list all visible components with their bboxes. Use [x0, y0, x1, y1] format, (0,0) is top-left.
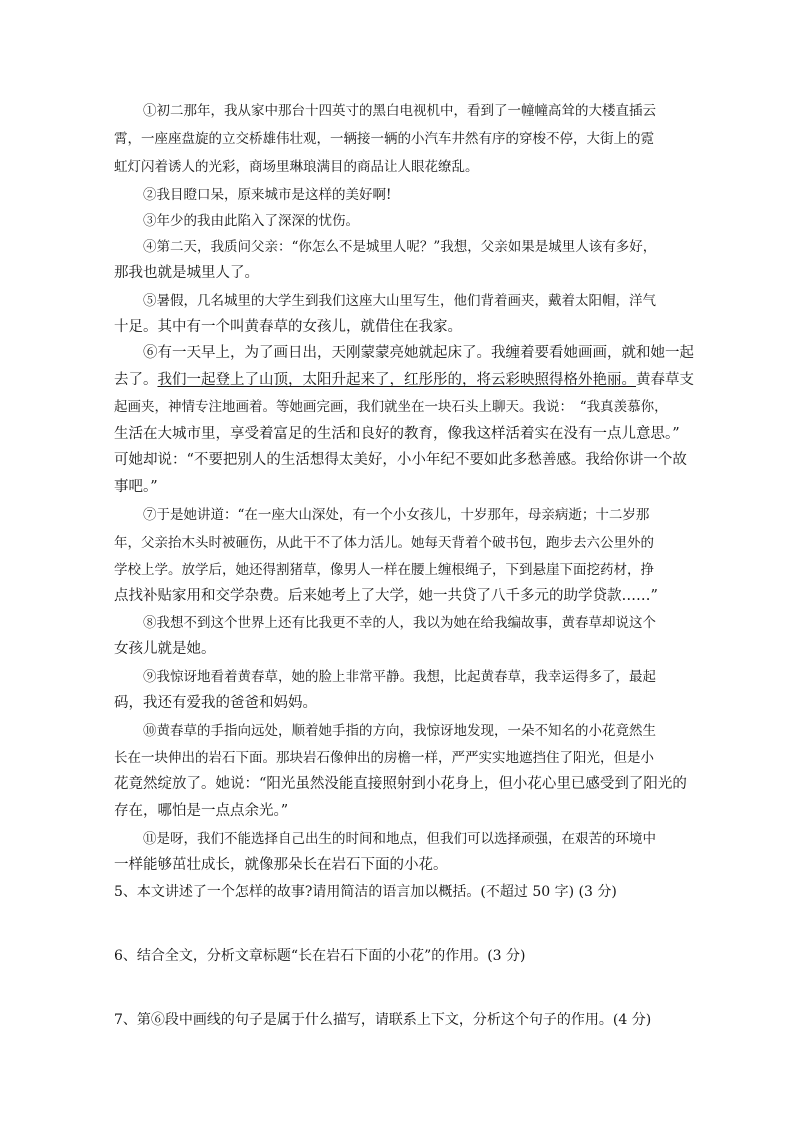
passage-line: 长在一块伸出的岩石下面。那块岩石像伸出的房檐一样，严严实实地遮挡住了阳光，但是小: [114, 750, 654, 766]
passage-line: ⑨我惊讶地看着黄春草，她的脸上非常平静。我想，比起黄春草，我幸运得多了，最起: [143, 669, 656, 685]
passage-line: ⑪是呀，我们不能选择自己出生的时间和地点，但我们可以选择顽强，在艰苦的环境中: [143, 831, 656, 847]
passage-line: 生活在大城市里，享受着富足的生活和良好的教育，像我这样活着实在没有一点儿意思。”: [114, 426, 680, 442]
underlined-sentence: 我们一起登上了山顶，太阳升起来了，红彤彤的，将云彩映照得格外艳丽。: [157, 372, 636, 388]
question-5: 5、本文讲述了一个怎样的故事?请用简洁的语言加以概括。(不超过 50 字) (3 分): [114, 884, 617, 900]
passage-line: ⑥有一天早上，为了画日出，天刚蒙蒙亮她就起床了。我缠着要看她画画，就和她一起: [143, 345, 694, 361]
passage-line: ⑧我想不到这个世界上还有比我更不幸的人，我以为她在给我编故事，黄春草却说这个: [143, 615, 656, 631]
passage-line: 年，父亲抬木头时被砸伤，从此干不了体力活儿。她每天背着个破书包，跑步去六公里外的: [114, 535, 654, 551]
question-7: 7、第⑥段中画线的句子是属于什么描写，请联系上下文，分析这个句子的作用。(4 分): [114, 1012, 652, 1028]
question-6: 6、结合全文，分析文章标题“长在岩石下面的小花”的作用。(3 分): [114, 948, 526, 964]
passage-line: 花竟然绽放了。她说：“阳光虽然没能直接照射到小花身上，但小花心里已感受到了阳光的: [114, 776, 687, 792]
passage-line: 那我也就是城里人了。: [114, 265, 259, 281]
passage-line: 霄，一座座盘旋的立交桥雄伟壮观，一辆接一辆的小汽车井然有序的穿梭不停，大街上的霓: [114, 131, 654, 147]
passage-text: 去了。: [114, 372, 158, 388]
passage-line: [114, 371, 694, 389]
passage-line: 虹灯闪着诱人的光彩，商场里琳琅满目的商品让人眼花缭乱。: [114, 159, 479, 175]
passage-line: 一样能够茁壮成长，就像那朵长在岩石下面的小花。: [114, 857, 448, 873]
passage-line: ⑦于是她讲道：“在一座大山深处，有一个小女孩儿，十岁那年，母亲病逝；十二岁那: [143, 507, 650, 523]
passage-line: 码，我还有爱我的爸爸和妈妈。: [114, 695, 317, 711]
passage-line: 存在，哪怕是一点点余光。”: [114, 803, 289, 819]
passage-line: 女孩儿就是她。: [114, 641, 216, 657]
passage-line: 点找补贴家用和交学杂费。后来她考上了大学，她一共贷了八千多元的助学贷款……”: [114, 588, 658, 604]
passage-line: 起画夹，神情专注地画着。等她画完画，我们就坐在一块石头上聊天。我说： “我真羡慕你，: [114, 399, 668, 415]
passage-line: ④第二天，我质问父亲：“你怎么不是城里人呢？”我想，父亲如果是城里人该有多好，: [143, 239, 657, 255]
passage-line: ⑤暑假，几名城里的大学生到我们这座大山里写生，他们背着画夹，戴着太阳帽，洋气: [143, 293, 656, 309]
passage-line: ②我目瞪口呆，原来城市是这样的美好啊!: [143, 187, 392, 203]
passage-line: 可她却说：“不要把别人的生活想得太美好，小小年纪不要如此多愁善感。我给你讲一个故: [114, 452, 687, 468]
passage-line: 事吧。”: [114, 479, 158, 495]
passage-line: ③年少的我由此陷入了深深的忧伤。: [143, 213, 359, 229]
passage-line: ①初二那年，我从家中那台十四英寸的黑白电视机中，看到了一幢幢高耸的大楼直插云: [143, 103, 656, 119]
passage-text: 黄春草支: [636, 372, 694, 388]
passage-line: ⑩黄春草的手指向远处，顺着她手指的方向，我惊讶地发现，一朵不知名的小花竟然生: [143, 723, 656, 739]
passage-line: 十足。其中有一个叫黄春草的女孩儿，就借住在我家。: [114, 319, 462, 335]
passage-line: 学校上学。放学后，她还得割猪草，像男人一样在腰上缠根绳子，下到悬崖下面挖药材，挣: [114, 562, 654, 578]
